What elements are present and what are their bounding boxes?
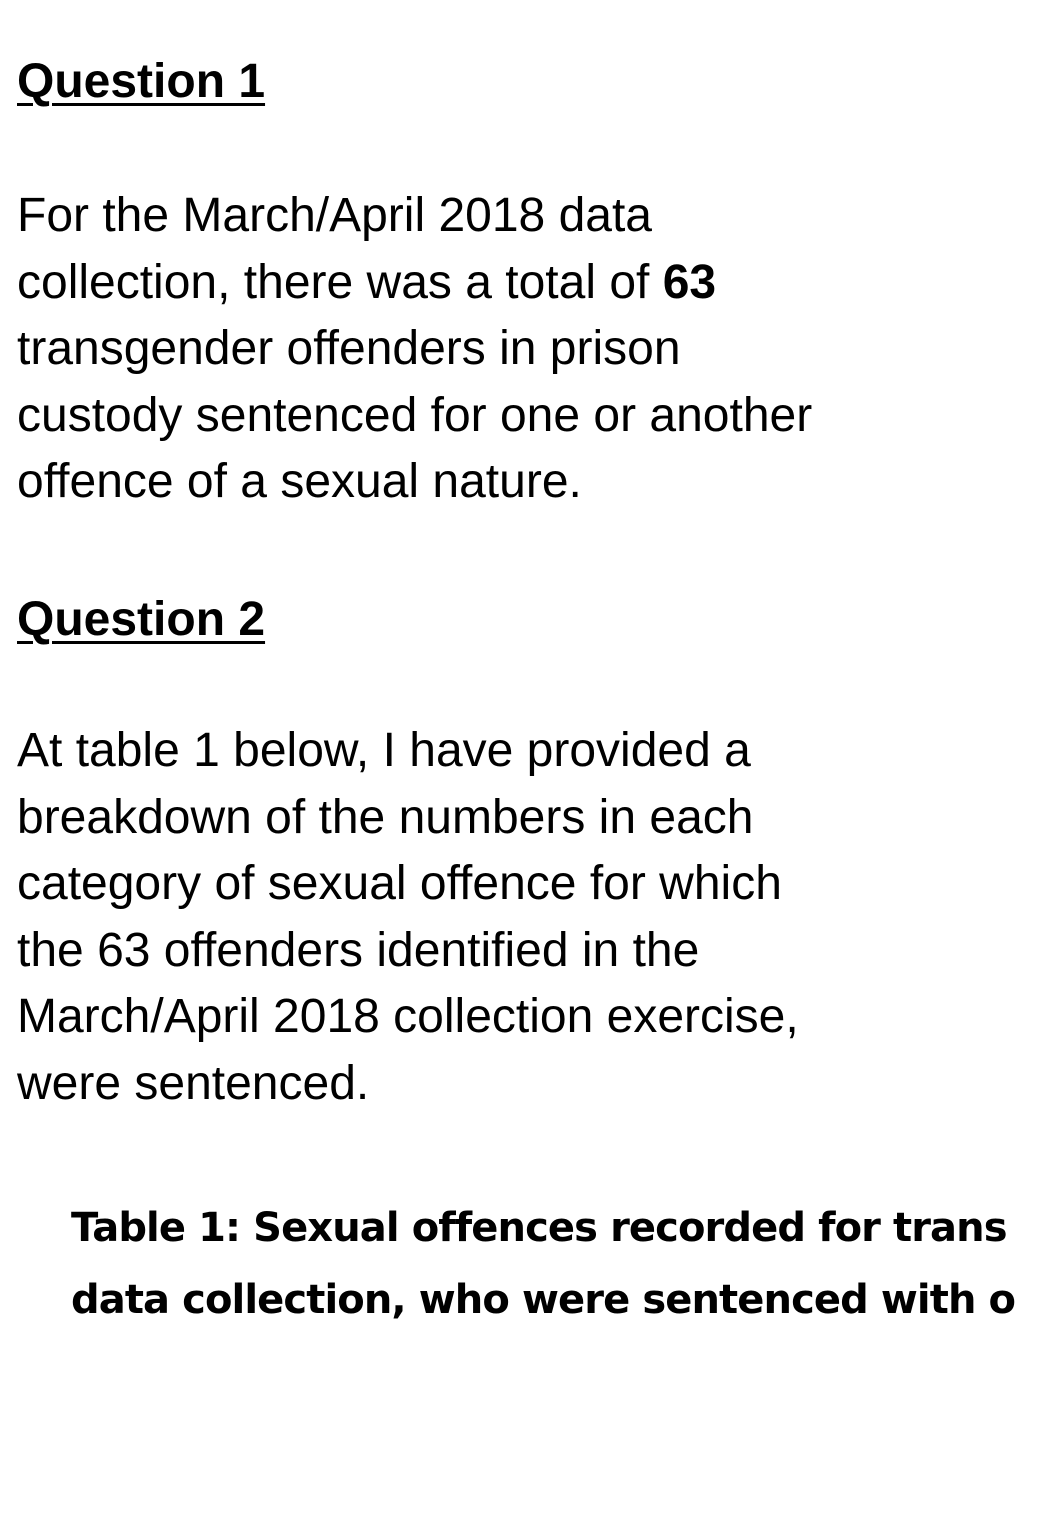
question-2-heading: Question 2 [17, 593, 266, 646]
question-1-heading: Question 1 [17, 55, 266, 108]
table-1-caption [71, 1192, 1015, 1336]
question-1-line-4: custody sentenced for one or another [17, 388, 813, 442]
question-2-line-1: At table 1 below, I have provided a [17, 724, 751, 777]
question-1-line-5: offence of a sexual nature. [17, 455, 582, 508]
question-2-line-3: category of sexual offence for which [17, 857, 782, 910]
question-2-answer [17, 718, 799, 1117]
table-caption-line-2: data collection, who were sentenced with o [71, 1277, 1016, 1323]
question-2-line-2: breakdown of the numbers in each [17, 790, 754, 844]
question-1-line-2-text: collection, there was a total of [17, 255, 663, 309]
question-1-line-3: transgender offenders in prison [17, 322, 681, 375]
offender-total: 63 [662, 255, 717, 309]
question-2-line-6: were sentenced. [17, 1056, 370, 1110]
question-2-line-5: March/April 2018 collection exercise, [17, 990, 799, 1043]
question-1-answer [17, 183, 812, 516]
table-caption-line-1: Table 1: Sexual offences recorded for trans [71, 1205, 1007, 1251]
question-2-line-4: the 63 offenders identified in the [17, 923, 700, 977]
question-1-line-1: For the March/April 2018 data [17, 189, 652, 242]
question-1-line-2 [17, 250, 812, 317]
